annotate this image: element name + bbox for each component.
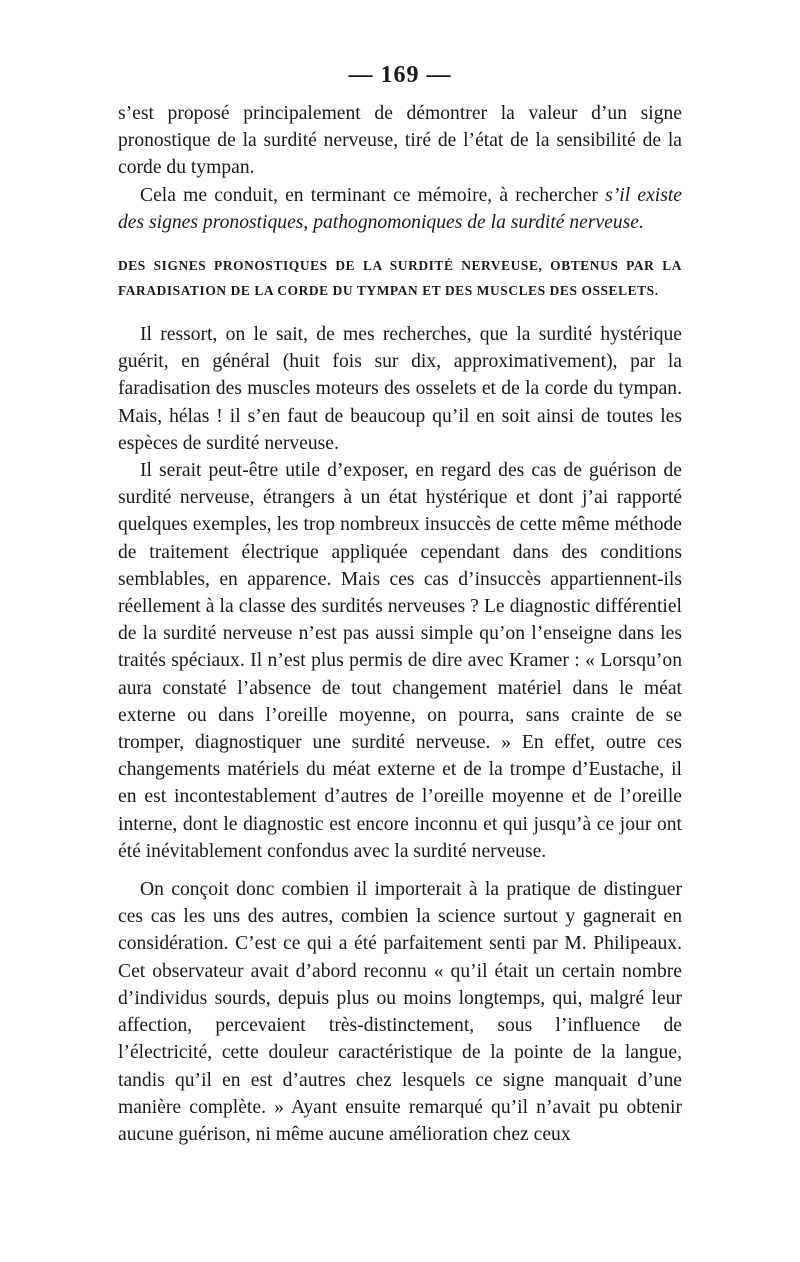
section-heading: DES SIGNES PRONOSTIQUES DE LA SURDITÉ NERVEUSE, OBTENUS PAR LA FARADISATION DE LA CORDE DU TYMPAN ET DES MUSCLES DES OSSELETS.	[118, 258, 682, 298]
book-page	[118, 60, 682, 1148]
paragraph-2-italic: s’il existe des signes pronostiques, pathognomoniques de la surdité nerveuse.	[118, 184, 682, 233]
paragraph-2	[118, 182, 682, 236]
page-number: — 169 —	[348, 62, 452, 88]
paragraph-4: Il serait peut-être utile d’exposer, en regard des cas de guérison de surdité nerveuse, étrangers à un état hystérique et dont j’ai rapporté quelques exemples, les trop nombreux insuccès de cette même méthode de traitement électrique appliquée cependant dans des conditions semblables, en apparence. Mais ces cas d’insuccès appartiennent-ils réellement à la classe des surdités nerveuses ? Le diagnostic différentiel de la surdité nerveuse n’est pas aussi simple qu’on l’enseigne dans les traités spéciaux. Il n’est plus permis de dire avec Kramer : « Lorsqu’on aura constaté l’absence de tout changement matériel dans le méat externe ou dans l’oreille moyenne, on pourra, sans crainte de se tromper, diagnostiquer une surdité nerveuse. » En effet, outre ces changements matériels du méat externe et de la trompe d’Eustache, il en est incontestablement d’autres de l’oreille moyenne et de l’oreille interne, dont le diagnostic est encore inconnu et qui jusqu’à ce jour ont été inévitablement confondus avec la surdité nerveuse.	[118, 460, 682, 862]
paragraph-3: Il ressort, on le sait, de mes recherches, que la surdité hystérique guérit, en général (huit fois sur dix, approximativement), par la faradisation des muscles moteurs des osselets et de la corde du tympan. Mais, hélas ! il s’en faut de beaucoup qu’il en soit ainsi de toutes les espèces de surdité nerveuse.	[118, 324, 682, 454]
paragraph-2-text: Cela me conduit, en terminant ce mémoire, à rechercher	[140, 184, 606, 206]
paragraph-1: s’est proposé principalement de démontrer la valeur d’un signe pronostique de la surdité nerveuse, tiré de l’état de la sensibilité de la corde du tympan.	[118, 103, 682, 179]
paragraph-5: On conçoit donc combien il importerait à la pratique de distinguer ces cas les uns des autres, combien la science surtout y gagnerait en considération. C’est ce qui a été parfaitement senti par M. Philipeaux. Cet observateur avait d’abord reconnu « qu’il était un certain nombre d’individus sourds, depuis plus ou moins longtemps, qui, malgré leur affection, percevaient très-distinctement, sous l’influence de l’électricité, cette douleur caractéristique de la pointe de la langue, tandis qu’il en est d’autres chez lesquels ce signe manquait d’une manière complète. » Ayant ensuite remarqué qu’il n’avait pu obtenir aucune guérison, ni même aucune amélioration chez ceux	[118, 879, 682, 1145]
